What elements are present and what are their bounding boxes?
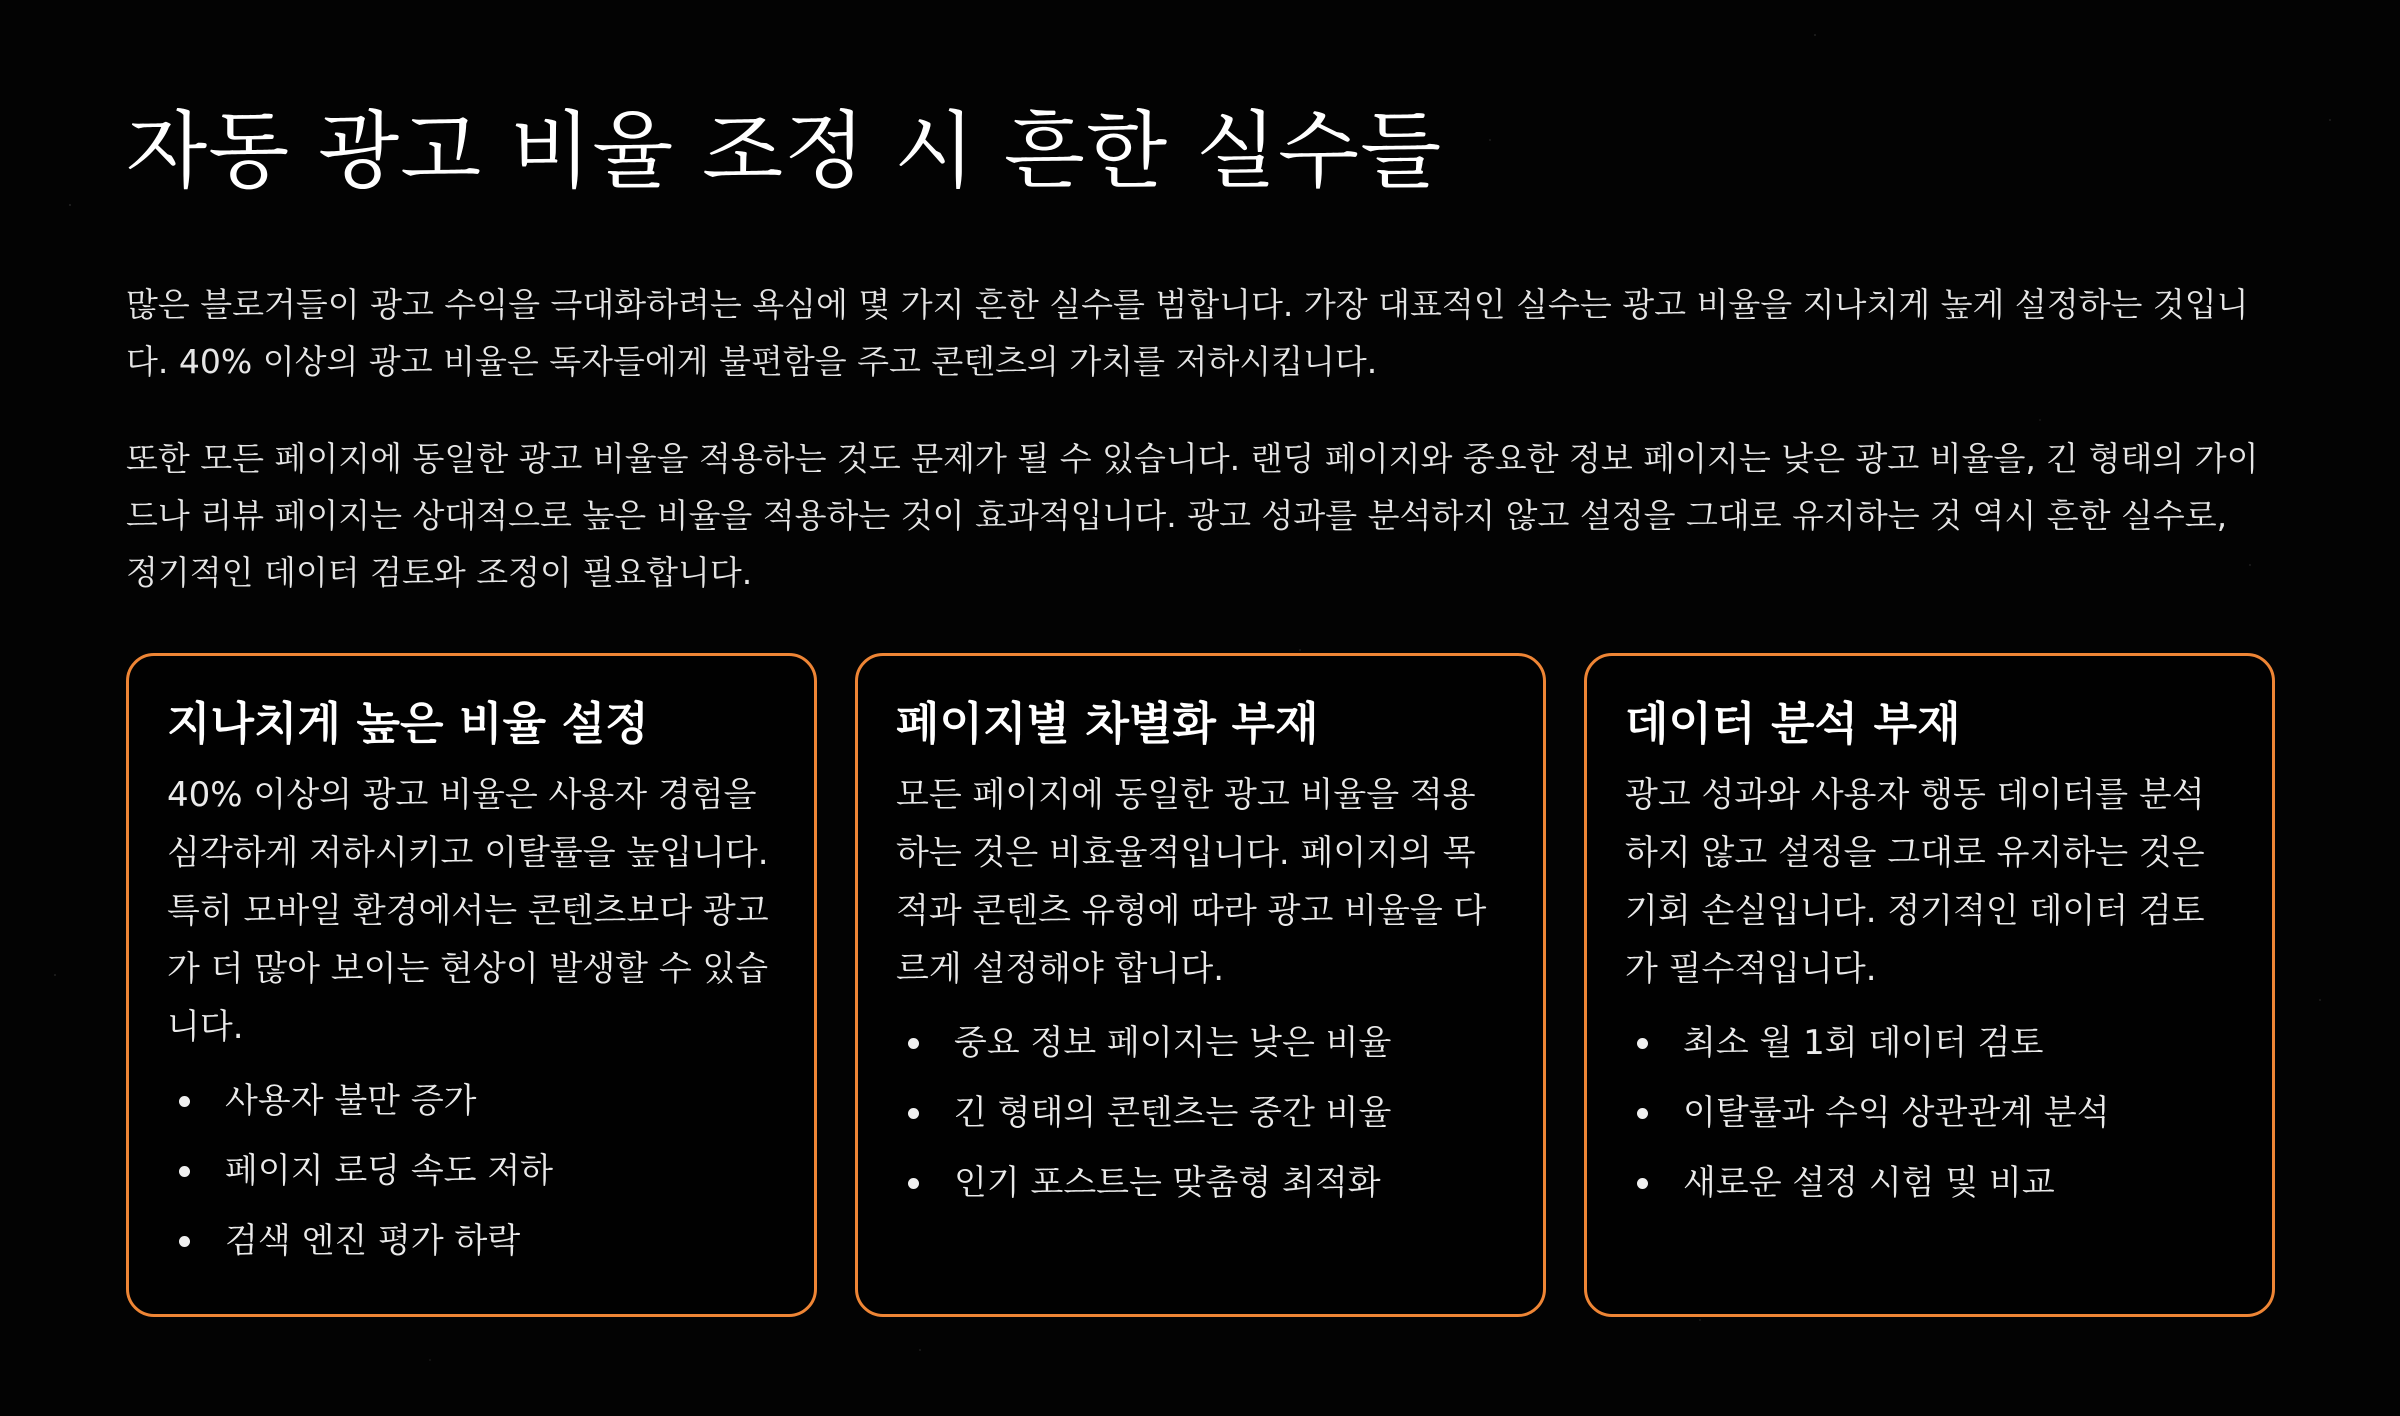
card-bullet-list xyxy=(896,1020,1505,1206)
card-no-differentiation xyxy=(855,653,1546,1317)
list-item-text: 페이지 로딩 속도 저하 xyxy=(225,1151,554,1191)
list-item-text: 인기 포스트는 맞춤형 최적화 xyxy=(954,1163,1381,1203)
card-bullet-list xyxy=(167,1078,776,1264)
card-no-data-analysis xyxy=(1584,653,2275,1317)
bullet-dot-icon xyxy=(908,1108,919,1119)
card-title: 데이터 분석 부재 xyxy=(1625,697,1961,750)
list-item-text: 최소 월 1회 데이터 검토 xyxy=(1683,1023,2044,1063)
bullet-dot-icon xyxy=(179,1236,190,1247)
list-item xyxy=(167,1218,776,1264)
page-content xyxy=(126,96,2274,641)
list-item xyxy=(896,1020,1505,1066)
card-body: 40% 이상의 광고 비율은 사용자 경험을 심각하게 저하시키고 이탈률을 높입니다. 특히 모바일 환경에서는 콘텐츠보다 광고가 더 많아 보이는 현상이 발생할 수 있습니다. xyxy=(167,775,769,1047)
intro-paragraph-2: 또한 모든 페이지에 동일한 광고 비율을 적용하는 것도 문제가 될 수 있습니다. 랜딩 페이지와 중요한 정보 페이지는 낮은 광고 비율을, 긴 형태의 가이드나 리뷰 페이지는 상대적으로 높은 비율을 적용하는 것이 효과적입니다. 광고 성과를 분석하지 않고 설정을 그대로 유지하는 것 역시 흔한 실수로, 정기적인 데이터 검토와 조정이 필요합니다. xyxy=(126,439,2259,592)
list-item xyxy=(1625,1020,2234,1066)
page-title: 자동 광고 비율 조정 시 흔한 실수들 xyxy=(126,102,1443,200)
bullet-dot-icon xyxy=(1637,1038,1648,1049)
list-item-text: 새로운 설정 시험 및 비교 xyxy=(1683,1163,2055,1203)
list-item-text: 사용자 불만 증가 xyxy=(225,1081,477,1121)
list-item xyxy=(896,1090,1505,1136)
bullet-dot-icon xyxy=(908,1178,919,1189)
intro-section xyxy=(126,276,2274,601)
card-body: 모든 페이지에 동일한 광고 비율을 적용하는 것은 비효율적입니다. 페이지의 목적과 콘텐츠 유형에 따라 광고 비율을 다르게 설정해야 합니다. xyxy=(896,775,1487,989)
bullet-dot-icon xyxy=(1637,1108,1648,1119)
list-item xyxy=(167,1148,776,1194)
bullet-dot-icon xyxy=(1637,1178,1648,1189)
list-item xyxy=(1625,1090,2234,1136)
list-item xyxy=(896,1160,1505,1206)
card-title: 페이지별 차별화 부재 xyxy=(896,697,1319,750)
card-high-ratio xyxy=(126,653,817,1317)
mistake-cards xyxy=(126,653,2274,1317)
list-item-text: 중요 정보 페이지는 낮은 비율 xyxy=(954,1023,1392,1063)
list-item-text: 긴 형태의 콘텐츠는 중간 비율 xyxy=(954,1093,1392,1133)
bullet-dot-icon xyxy=(179,1166,190,1177)
card-body: 광고 성과와 사용자 행동 데이터를 분석하지 않고 설정을 그대로 유지하는 것은 기회 손실입니다. 정기적인 데이터 검토가 필수적입니다. xyxy=(1625,775,2205,989)
list-item-text: 검색 엔진 평가 하락 xyxy=(225,1221,521,1261)
intro-paragraph-1: 많은 블로거들이 광고 수익을 극대화하려는 욕심에 몇 가지 흔한 실수를 범합니다. 가장 대표적인 실수는 광고 비율을 지나치게 높게 설정하는 것입니다. 40% 이상의 광고 비율은 독자들에게 불편함을 주고 콘텐츠의 가치를 저하시킵니다. xyxy=(126,285,2249,381)
bullet-dot-icon xyxy=(179,1096,190,1107)
list-item xyxy=(1625,1160,2234,1206)
list-item-text: 이탈률과 수익 상관관계 분석 xyxy=(1683,1093,2110,1133)
bullet-dot-icon xyxy=(908,1038,919,1049)
card-bullet-list xyxy=(1625,1020,2234,1206)
card-title: 지나치게 높은 비율 설정 xyxy=(167,697,649,750)
list-item xyxy=(167,1078,776,1124)
